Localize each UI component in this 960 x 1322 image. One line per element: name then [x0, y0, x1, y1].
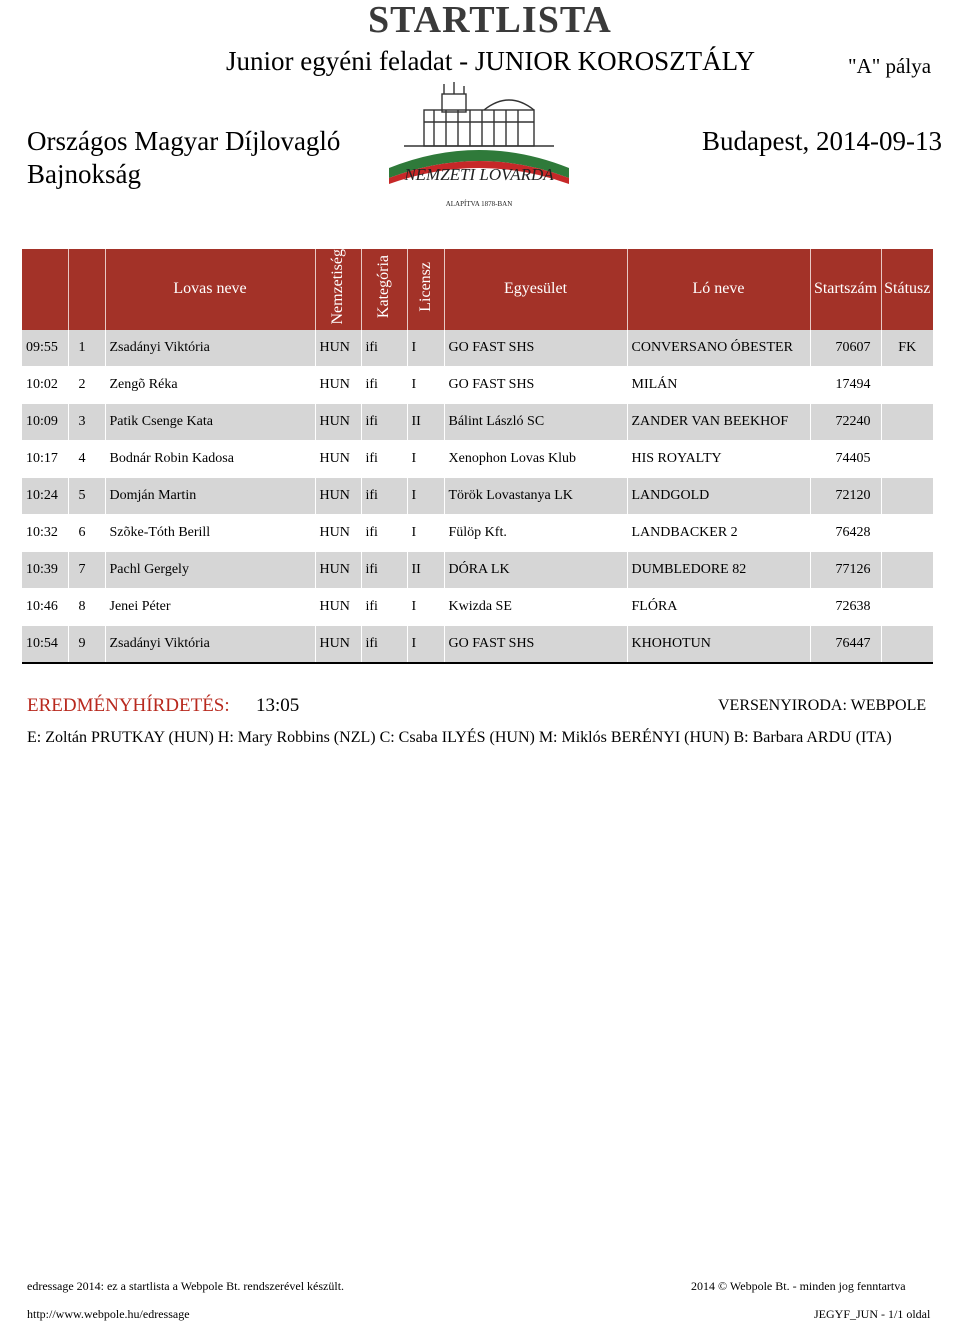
footer-page-number: JEGYF_JUN - 1/1 oldal	[814, 1307, 931, 1321]
cell-rider: Domján Martin	[105, 477, 315, 514]
cell-club: Kwizda SE	[444, 588, 627, 625]
cell-license: I	[407, 514, 444, 551]
cell-category: ifi	[361, 403, 407, 440]
col-status-header: Státusz	[881, 249, 933, 330]
cell-status	[881, 514, 933, 551]
cell-nationality: HUN	[315, 588, 361, 625]
cell-order: 5	[68, 477, 105, 514]
cell-rider: Zsadányi Viktória	[105, 330, 315, 367]
cell-category: ifi	[361, 366, 407, 403]
cell-time: 10:46	[22, 588, 68, 625]
cell-license: I	[407, 625, 444, 663]
cell-club: GO FAST SHS	[444, 625, 627, 663]
competition-name: Junior egyéni feladat - JUNIOR KOROSZTÁLY	[226, 46, 755, 76]
table-row	[22, 366, 933, 403]
cell-status	[881, 625, 933, 663]
cell-time: 10:54	[22, 625, 68, 663]
venue-date: Budapest, 2014-09-13	[702, 126, 942, 156]
cell-category: ifi	[361, 625, 407, 663]
cell-license: I	[407, 366, 444, 403]
judges-list: E: Zoltán PRUTKAY (HUN) H: Mary Robbins (NZL) C: Csaba ILYÉS (HUN) M: Miklós BERÉNYI (HUN) B: Barbara ARDU (ITA)	[27, 729, 892, 746]
cell-category: ifi	[361, 588, 407, 625]
cell-time: 10:24	[22, 477, 68, 514]
cell-nationality: HUN	[315, 330, 361, 367]
table-row	[22, 330, 933, 367]
cell-status: FK	[881, 330, 933, 367]
cell-nationality: HUN	[315, 551, 361, 588]
svg-text:ALAPÍTVA 1878-BAN: ALAPÍTVA 1878-BAN	[445, 200, 513, 208]
table-row	[22, 403, 933, 440]
cell-license: II	[407, 403, 444, 440]
cell-horse: DUMBLEDORE 82	[627, 551, 810, 588]
col-start-number-header: Startszám	[810, 249, 881, 330]
cell-license: II	[407, 551, 444, 588]
cell-license: I	[407, 330, 444, 367]
results-announcement-label: EREDMÉNYHÍRDETÉS:	[27, 695, 230, 716]
cell-nationality: HUN	[315, 440, 361, 477]
cell-license: I	[407, 440, 444, 477]
cell-start-number: 70607	[810, 330, 881, 367]
page-title: STARTLISTA	[368, 0, 612, 41]
cell-horse: FLÓRA	[627, 588, 810, 625]
cell-status	[881, 366, 933, 403]
cell-club: Bálint László SC	[444, 403, 627, 440]
cell-category: ifi	[361, 551, 407, 588]
cell-time: 10:39	[22, 551, 68, 588]
table-row	[22, 625, 933, 663]
table-row	[22, 440, 933, 477]
cell-category: ifi	[361, 330, 407, 367]
table-row	[22, 588, 933, 625]
col-rider-header: Lovas neve	[105, 249, 315, 330]
table-row	[22, 514, 933, 551]
cell-club: Xenophon Lovas Klub	[444, 440, 627, 477]
cell-start-number: 76428	[810, 514, 881, 551]
competition-office: VERSENYIRODA: WEBPOLE	[718, 697, 927, 714]
table-header-row	[22, 249, 933, 330]
cell-horse: MILÁN	[627, 366, 810, 403]
cell-order: 9	[68, 625, 105, 663]
cell-order: 3	[68, 403, 105, 440]
cell-rider: Jenei Péter	[105, 588, 315, 625]
cell-category: ifi	[361, 440, 407, 477]
col-category-header: Kategória	[361, 249, 407, 330]
footer-copyright: 2014 © Webpole Bt. - minden jog fenntartva	[691, 1279, 906, 1293]
cell-club: GO FAST SHS	[444, 366, 627, 403]
cell-start-number: 76447	[810, 625, 881, 663]
cell-nationality: HUN	[315, 403, 361, 440]
cell-club: Fülöp Kft.	[444, 514, 627, 551]
cell-time: 10:09	[22, 403, 68, 440]
cell-license: I	[407, 477, 444, 514]
cell-rider: Zengõ Réka	[105, 366, 315, 403]
cell-horse: ZANDER VAN BEEKHOF	[627, 403, 810, 440]
results-announcement-time: 13:05	[256, 695, 300, 716]
cell-rider: Szõke-Tóth Berill	[105, 514, 315, 551]
nemzeti-lovarda-logo	[384, 80, 574, 212]
table-row	[22, 477, 933, 514]
cell-order: 6	[68, 514, 105, 551]
cell-nationality: HUN	[315, 514, 361, 551]
cell-status	[881, 403, 933, 440]
cell-time: 10:32	[22, 514, 68, 551]
cell-horse: CONVERSANO ÓBESTER	[627, 330, 810, 367]
cell-nationality: HUN	[315, 625, 361, 663]
arena-label: "A" pálya	[848, 54, 932, 78]
cell-club: GO FAST SHS	[444, 330, 627, 367]
cell-category: ifi	[361, 477, 407, 514]
cell-time: 10:17	[22, 440, 68, 477]
cell-rider: Bodnár Robin Kadosa	[105, 440, 315, 477]
col-nationality-header: Nemzetiség	[315, 249, 361, 330]
cell-status	[881, 551, 933, 588]
cell-nationality: HUN	[315, 477, 361, 514]
col-club-header: Egyesület	[444, 249, 627, 330]
cell-license: I	[407, 588, 444, 625]
cell-start-number: 72638	[810, 588, 881, 625]
championship-name-line1: Országos Magyar Díjlovagló	[27, 126, 341, 156]
cell-horse: LANDBACKER 2	[627, 514, 810, 551]
cell-horse: HIS ROYALTY	[627, 440, 810, 477]
cell-order: 4	[68, 440, 105, 477]
cell-rider: Pachl Gergely	[105, 551, 315, 588]
cell-club: Török Lovastanya LK	[444, 477, 627, 514]
cell-start-number: 74405	[810, 440, 881, 477]
cell-start-number: 72120	[810, 477, 881, 514]
cell-start-number: 17494	[810, 366, 881, 403]
footer-credit: edressage 2014: ez a startlista a Webpole Bt. rendszerével készült.	[27, 1279, 345, 1293]
table-row	[22, 551, 933, 588]
footer-url: http://www.webpole.hu/edressage	[27, 1307, 190, 1321]
cell-order: 8	[68, 588, 105, 625]
cell-horse: LANDGOLD	[627, 477, 810, 514]
cell-category: ifi	[361, 514, 407, 551]
cell-time: 09:55	[22, 330, 68, 367]
cell-start-number: 72240	[810, 403, 881, 440]
cell-start-number: 77126	[810, 551, 881, 588]
cell-club: DÓRA LK	[444, 551, 627, 588]
cell-order: 2	[68, 366, 105, 403]
col-time-header	[22, 249, 68, 330]
col-horse-header: Ló neve	[627, 249, 810, 330]
cell-order: 1	[68, 330, 105, 367]
cell-status	[881, 440, 933, 477]
cell-rider: Zsadányi Viktória	[105, 625, 315, 663]
cell-status	[881, 477, 933, 514]
cell-status	[881, 588, 933, 625]
cell-rider: Patik Csenge Kata	[105, 403, 315, 440]
cell-order: 7	[68, 551, 105, 588]
cell-nationality: HUN	[315, 366, 361, 403]
col-order-header	[68, 249, 105, 330]
championship-name-line2: Bajnokság	[27, 159, 141, 189]
col-license-header: Licensz	[407, 249, 444, 330]
cell-time: 10:02	[22, 366, 68, 403]
svg-text:NEMZETI LOVARDA: NEMZETI LOVARDA	[404, 165, 554, 184]
startlist-table	[22, 249, 933, 664]
cell-horse: KHOHOTUN	[627, 625, 810, 663]
